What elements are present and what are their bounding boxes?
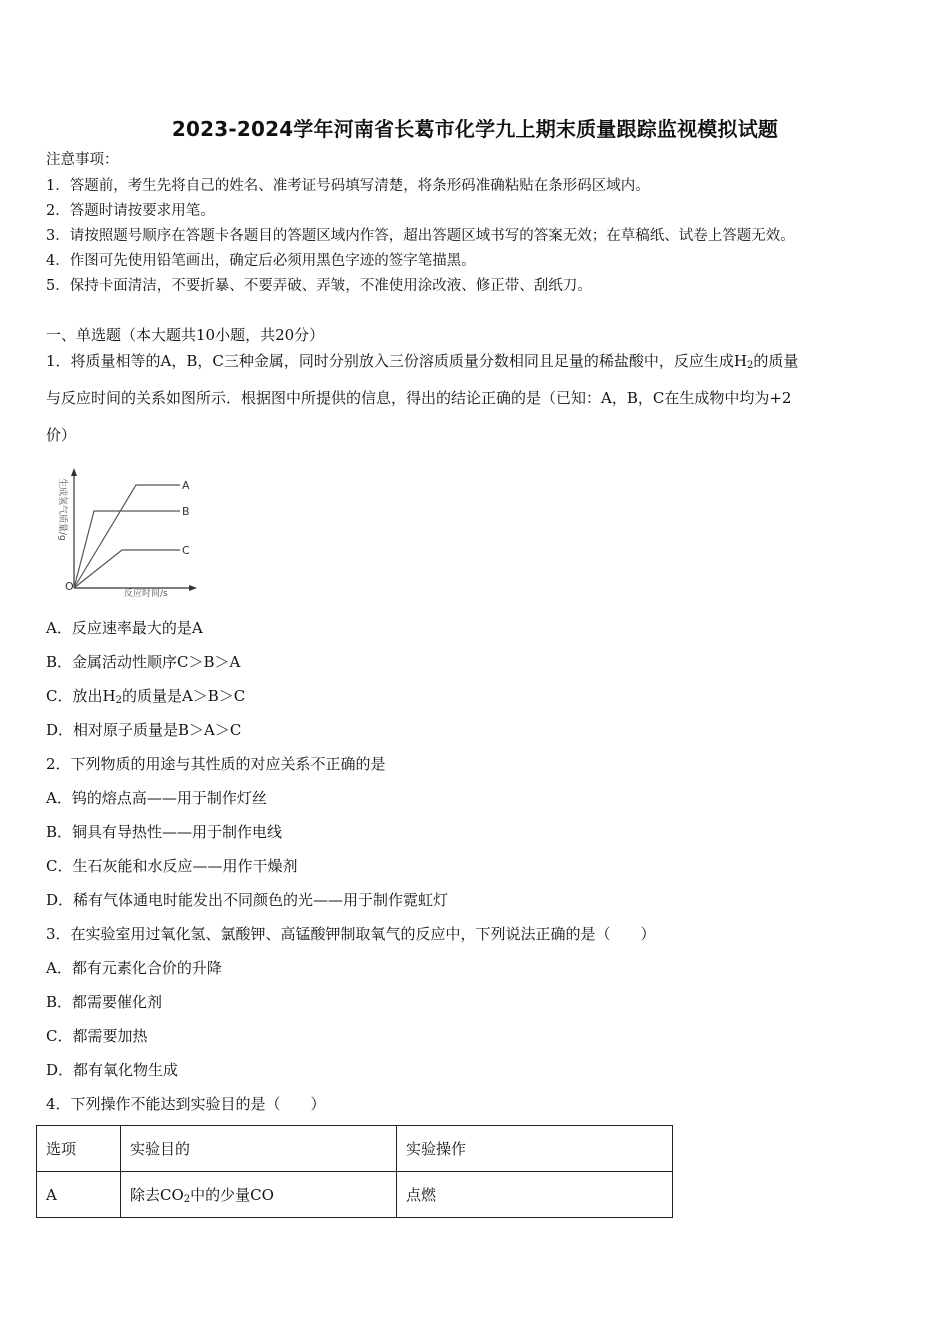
row-operation: 点燃	[397, 1172, 673, 1218]
page-title: 2023-2024学年河南省长葛市化学九上期末质量跟踪监视模拟试题	[171, 117, 779, 141]
q3-option-d: D．都有氧化物生成	[46, 1061, 179, 1079]
q2-option-d: D．稀有气体通电时能发出不同颜色的光——用于制作霓虹灯	[46, 891, 449, 909]
notice-item-1: 1．答题前，考生先将自己的姓名、准考证号码填写清楚，将条形码准确粘贴在条形码区域内。	[46, 178, 650, 194]
row-purpose: 除去$CO_2$中的少量CO	[121, 1172, 397, 1218]
line-c	[74, 550, 180, 588]
q1-graph	[56, 466, 201, 604]
q1-option-a: A．反应速率最大的是A	[46, 619, 203, 637]
q4-stem: 4．下列操作不能达到实验目的是（ ）	[46, 1095, 326, 1113]
y-axis-label: 生成氢气质量/g	[57, 478, 67, 541]
line-a-label: A	[182, 479, 190, 492]
x-axis-arrow	[189, 585, 197, 591]
notice-item-4: 4．作图可先使用铅笔画出，确定后必须用黑色字迹的签字笔描黑。	[46, 253, 476, 269]
row-option: A	[37, 1172, 121, 1218]
q1-option-d: D．相对原子质量是B＞A＞C	[46, 721, 242, 739]
q2-option-b: B．铜具有导热性——用于制作电线	[46, 823, 283, 841]
q3-stem: 3．在实验室用过氧化氢、氯酸钾、高锰酸钾制取氧气的反应中，下列说法正确的是（ ）	[46, 925, 656, 943]
notice-item-5: 5．保持卡面清洁，不要折暴、不要弄破、弄皱，不准使用涂改液、修正带、刮纸刀。	[46, 278, 592, 294]
line-c-label: C	[182, 544, 190, 557]
q1-stem-line2: 与反应时间的关系如图所示．根据图中所提供的信息，得出的结论正确的是（已知：A，B，C在生成物中均为+2	[46, 389, 792, 407]
y-axis-arrow	[71, 468, 77, 476]
x-axis-label: 反应时间/s	[124, 589, 168, 599]
notice-item-3: 3．请按照题号顺序在答题卡各题目的答题区域内作答，超出答题区域书写的答案无效；在草稿纸、试卷上答题无效。	[46, 228, 795, 244]
q1-option-c: C．放出$H_2$的质量是A＞B＞C	[46, 687, 246, 706]
q3-option-a: A．都有元素化合价的升降	[46, 959, 222, 977]
q2-option-c: C．生石灰能和水反应——用作干燥剂	[46, 857, 298, 875]
q3-option-b: B．都需要催化剂	[46, 993, 163, 1011]
notice-heading: 注意事项：	[46, 152, 119, 168]
header-option: 选项	[37, 1126, 121, 1172]
q1-option-b: B．金属活动性顺序C＞B＞A	[46, 653, 241, 671]
line-b-label: B	[182, 505, 190, 518]
q4-table	[36, 1125, 673, 1218]
line-a	[74, 485, 180, 588]
header-operation: 实验操作	[397, 1126, 673, 1172]
q2-option-a: A．钨的熔点高——用于制作灯丝	[46, 789, 267, 807]
notice-item-2: 2．答题时请按要求用笔。	[46, 203, 215, 219]
q1-stem-line3: 价）	[46, 426, 77, 444]
header-purpose: 实验目的	[121, 1126, 397, 1172]
table-row	[37, 1172, 673, 1218]
origin-label: O	[65, 580, 74, 593]
section-heading: 一、单选题（本大题共10小题，共20分）	[46, 326, 325, 344]
table-header-row	[37, 1126, 673, 1172]
q1-stem-line1: 1．将质量相等的A，B，C三种金属，同时分别放入三份溶质质量分数相同且足量的稀盐酸中，反应生成$H_2$的质量	[46, 352, 799, 371]
q3-option-c: C．都需要加热	[46, 1027, 148, 1045]
q2-stem: 2．下列物质的用途与其性质的对应关系不正确的是	[46, 755, 386, 773]
